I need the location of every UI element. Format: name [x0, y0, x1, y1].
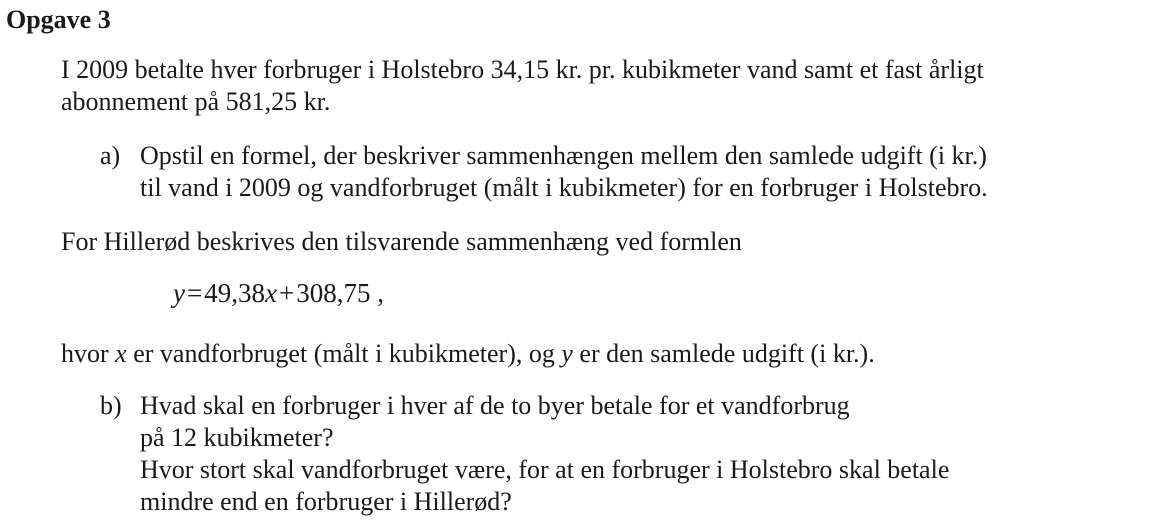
- part-b-line-2: på 12 kubikmeter?: [140, 423, 334, 452]
- part-b-line-4: mindre end en forbruger i Hillerød?: [140, 487, 512, 516]
- intro-paragraph: [61, 54, 1141, 118]
- part-b-line-1: Hvad skal en forbruger i hver af de to byer betale for et vandforbrug: [140, 391, 850, 420]
- part-a-label: a): [100, 141, 121, 170]
- where-word-1: hvor: [61, 339, 116, 368]
- formula-coefficient: 49,38: [204, 278, 265, 308]
- exercise-title: Opgave 3: [6, 5, 111, 34]
- intro-line-2: abonnement på 581,25 kr.: [61, 87, 331, 116]
- formula-constant: 308,75: [296, 278, 371, 308]
- formula-x: x: [264, 278, 277, 308]
- part-b-text: [140, 390, 1140, 518]
- formula-tail: ,: [370, 278, 384, 308]
- hillerod-intro-line: For Hillerød beskrives den tilsvarende sammenhæng ved formlen: [61, 227, 742, 256]
- where-paragraph: [61, 338, 1141, 370]
- intro-line-1: I 2009 betalte hver forbruger i Holstebro 34,15 kr. pr. kubikmeter vand samt et fast årligt: [61, 55, 984, 84]
- part-a-line-2: til vand i 2009 og vandforbruget (målt i kubikmeter) for en forbruger i Holstebro.: [140, 173, 988, 202]
- formula-equals: =: [186, 278, 203, 308]
- where-x: x: [115, 339, 127, 368]
- hillerod-intro: [61, 226, 1141, 258]
- where-y: y: [561, 339, 573, 368]
- part-a-text: [140, 140, 1140, 204]
- part-a-line-1: Opstil en formel, der beskriver sammenhængen mellem den samlede udgift (i kr.): [140, 141, 987, 170]
- formula-y: y: [173, 278, 185, 308]
- where-line: [61, 338, 1141, 370]
- hillerod-formula: [173, 276, 384, 310]
- where-word-3: er den samlede udgift (i kr.).: [572, 339, 875, 368]
- part-b-line-3: Hvor stort skal vandforbruget være, for at en forbruger i Holstebro skal betale: [140, 455, 950, 484]
- where-word-2: er vandforbruget (målt i kubikmeter), og: [126, 339, 562, 368]
- part-b-label: b): [100, 391, 122, 420]
- formula-plus: +: [278, 278, 295, 308]
